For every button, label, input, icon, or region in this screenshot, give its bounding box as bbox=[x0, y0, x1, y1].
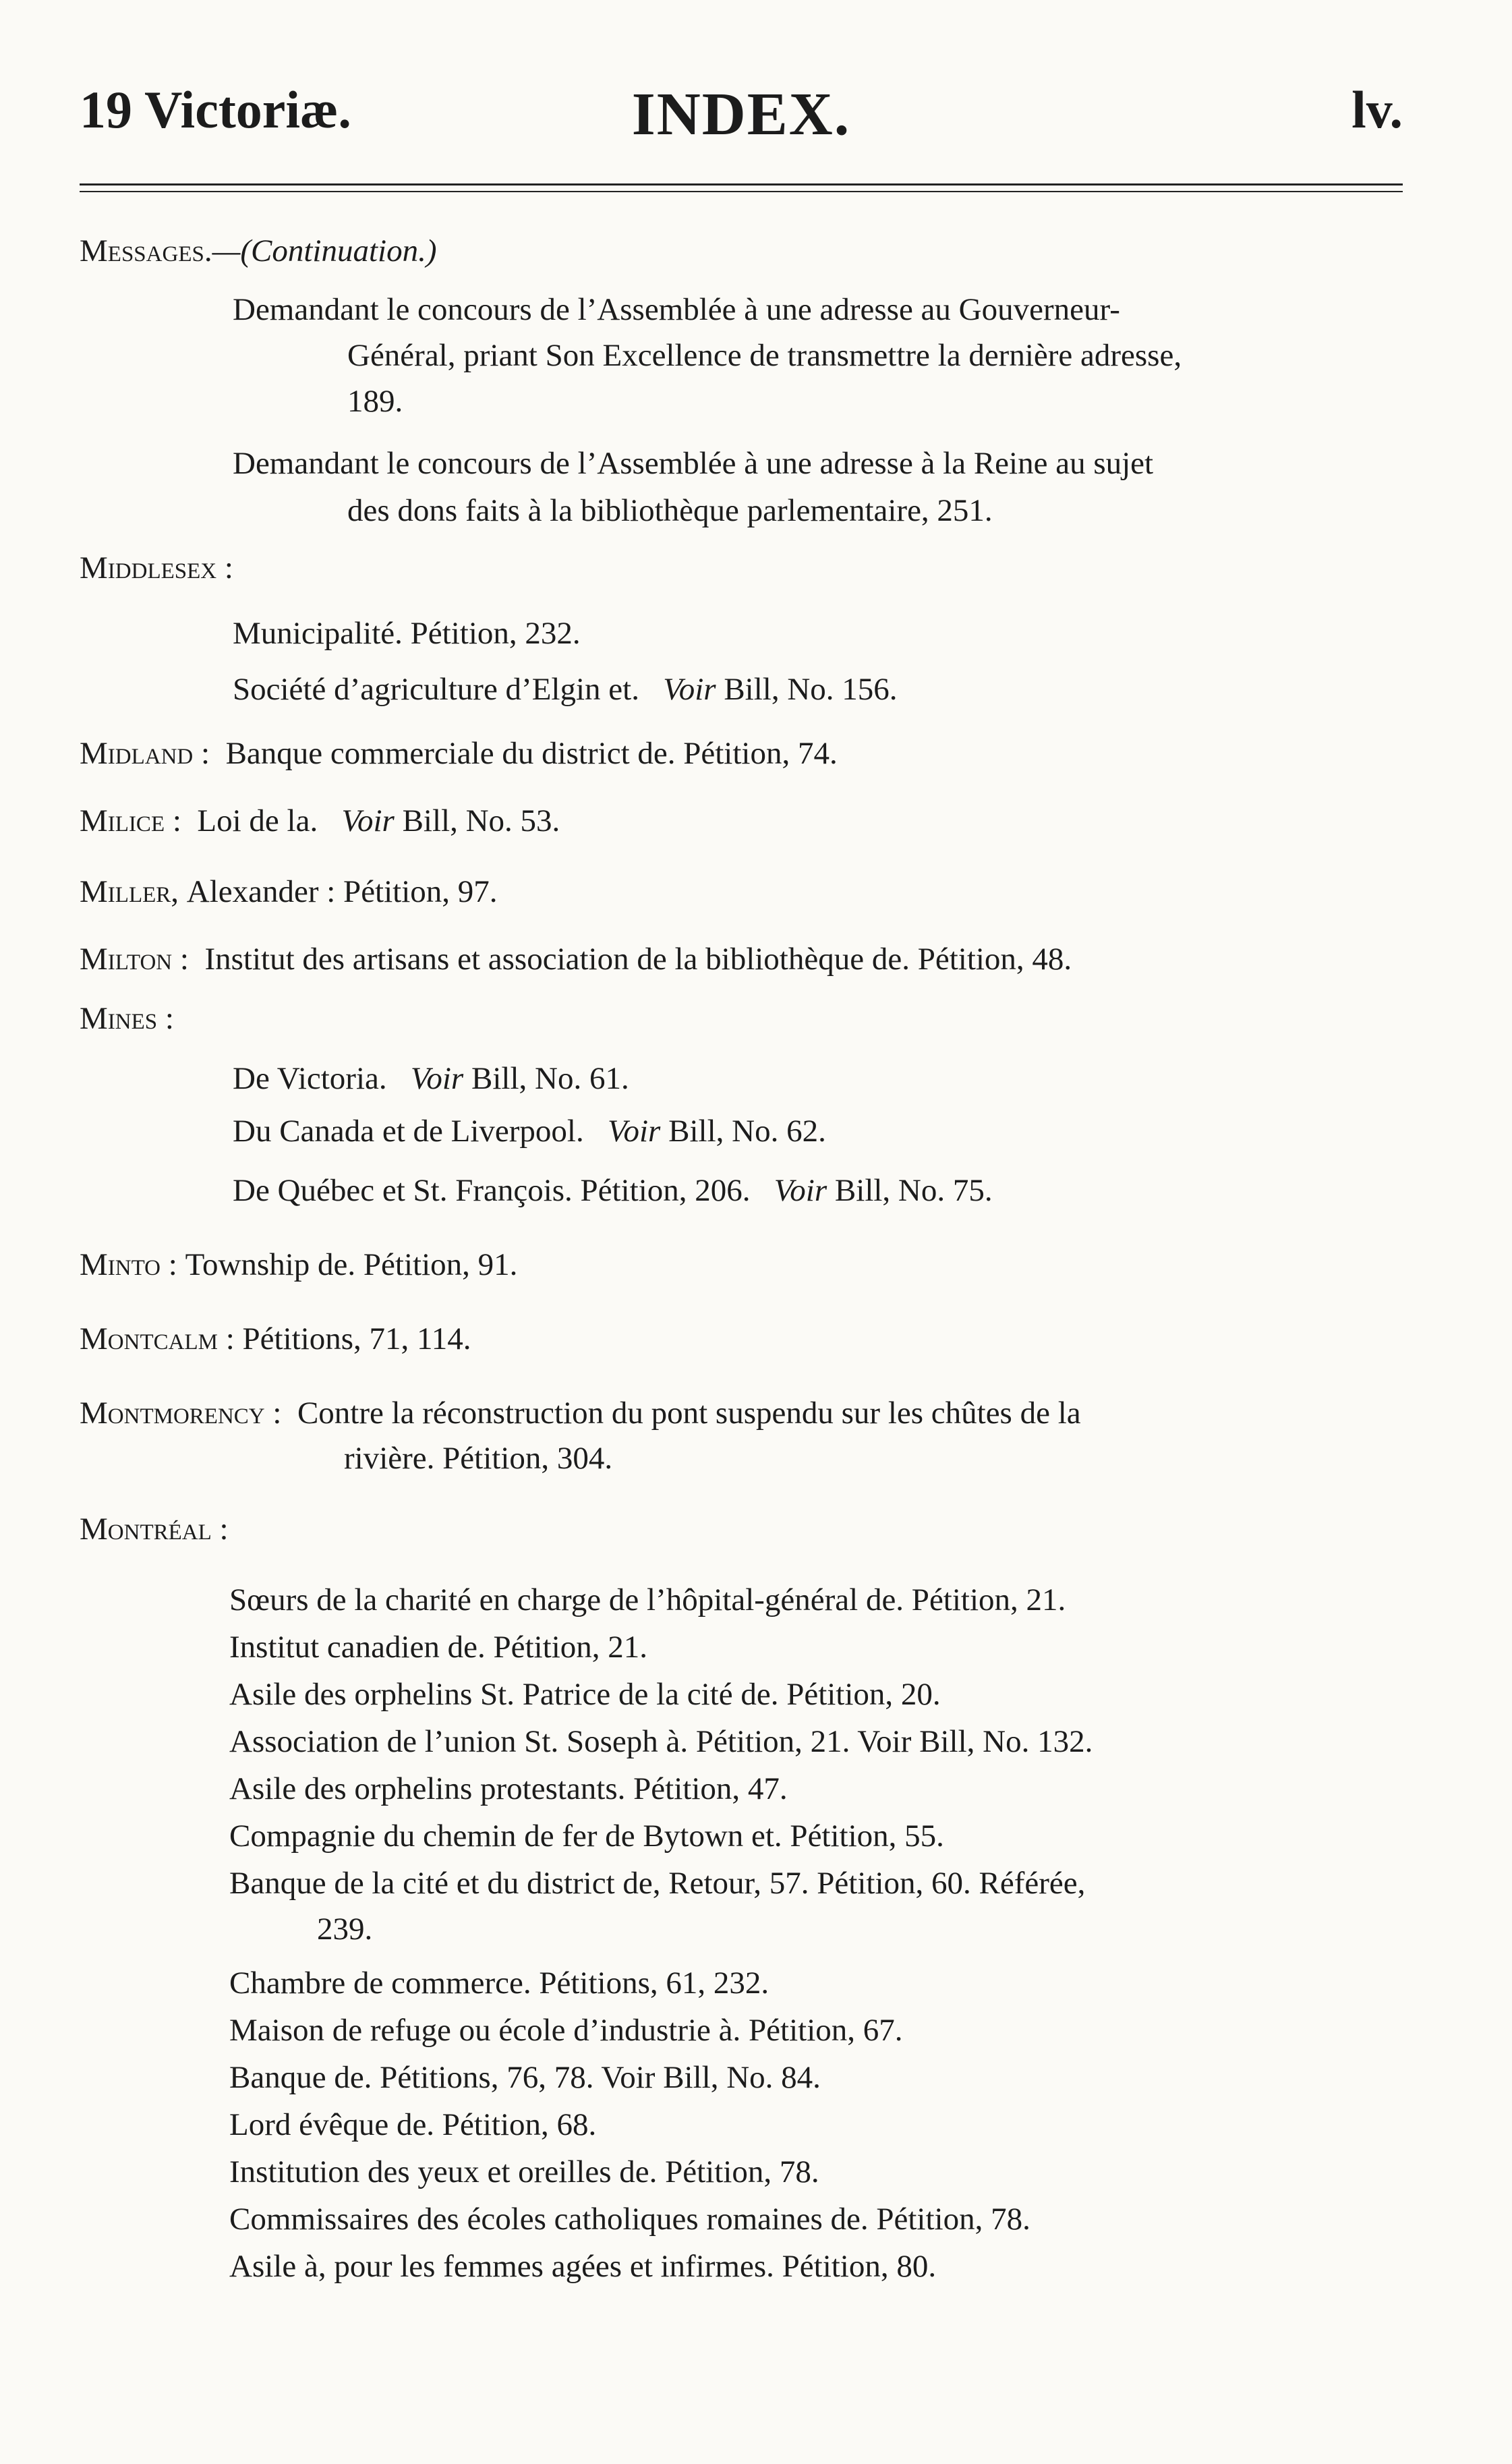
entry-text: De Victoria. bbox=[233, 1061, 387, 1096]
entry-montcalm bbox=[80, 1321, 471, 1357]
header-page-number: lv. bbox=[1351, 80, 1403, 139]
header-title: INDEX. bbox=[631, 81, 851, 148]
entry-line bbox=[233, 1113, 826, 1149]
bill-ref: Bill, No. 53. bbox=[402, 803, 560, 838]
montreal-item: Sœurs de la charité en charge de l’hôpital-général de. Pétition, 21. bbox=[229, 1582, 1066, 1617]
entry-text: Alexander : Pétition, 97. bbox=[186, 874, 498, 909]
page-header bbox=[80, 80, 1403, 154]
bill-ref: Bill, No. 156. bbox=[724, 672, 898, 707]
entry-text: Pétitions, 71, 114. bbox=[242, 1321, 471, 1356]
entry-heading: Messages. bbox=[80, 233, 212, 268]
bill-ref: Bill, No. 61. bbox=[471, 1061, 629, 1096]
entry-text: Township de. Pétition, 91. bbox=[185, 1247, 518, 1282]
entry-line: Demandant le concours de l’Assemblée à une adresse au Gouverneur- bbox=[233, 292, 1120, 327]
entry-middlesex-head: Middlesex : bbox=[80, 550, 233, 585]
montreal-item: Association de l’union St. Soseph à. Pétition, 21. Voir Bill, No. 132. bbox=[229, 1724, 1093, 1759]
montreal-item-cont: 239. bbox=[317, 1912, 373, 1947]
montreal-item: Institution des yeux et oreilles de. Pétition, 78. bbox=[229, 2154, 819, 2189]
entry-text: Institut des artisans et association de la bibliothèque de. Pétition, 48. bbox=[204, 942, 1072, 977]
voir-label: Voir bbox=[663, 672, 716, 707]
montreal-item: Institut canadien de. Pétition, 21. bbox=[229, 1630, 648, 1665]
entry-midland bbox=[80, 735, 838, 772]
entry-line: 189. bbox=[347, 384, 403, 419]
entry-milice bbox=[80, 803, 560, 839]
entry-mines-head: Mines : bbox=[80, 1001, 174, 1036]
header-rule-thin bbox=[80, 191, 1403, 192]
bill-ref: Bill, No. 75. bbox=[834, 1173, 993, 1208]
montreal-item: Asile à, pour les femmes agées et infirmes. Pétition, 80. bbox=[229, 2249, 937, 2284]
voir-label: Voir bbox=[608, 1114, 661, 1149]
montreal-item: Asile des orphelins protestants. Pétition, 47. bbox=[229, 1771, 788, 1806]
entry-minto bbox=[80, 1247, 517, 1283]
entry-text: Contre la réconstruction du pont suspendu sur les chûtes de la bbox=[297, 1396, 1081, 1431]
entry-line: Municipalité. Pétition, 232. bbox=[233, 616, 581, 651]
entry-heading: Minto : bbox=[80, 1247, 177, 1282]
entry-line bbox=[233, 1060, 629, 1097]
entry-line bbox=[233, 1172, 993, 1209]
montreal-item: Maison de refuge ou école d’industrie à. Pétition, 67. bbox=[229, 2013, 903, 2048]
entry-line bbox=[233, 671, 898, 708]
entry-miller bbox=[80, 873, 498, 910]
bill-ref: Bill, No. 62. bbox=[668, 1114, 826, 1149]
montreal-item: Compagnie du chemin de fer de Bytown et. Pétition, 55. bbox=[229, 1818, 944, 1854]
entry-line: Demandant le concours de l’Assemblée à une adresse à la Reine au sujet bbox=[233, 446, 1154, 481]
entry-montreal-head: Montréal : bbox=[80, 1512, 229, 1547]
montreal-item: Lord évêque de. Pétition, 68. bbox=[229, 2107, 597, 2142]
entry-text: Loi de la. bbox=[197, 803, 318, 838]
montreal-item: Banque de la cité et du district de, Retour, 57. Pétition, 60. Référée, bbox=[229, 1866, 1086, 1901]
header-session: 19 Victoriæ. bbox=[80, 80, 351, 139]
entry-line: rivière. Pétition, 304. bbox=[344, 1441, 613, 1476]
entry-heading: Montmorency : bbox=[80, 1396, 282, 1431]
entry-messages-head bbox=[80, 233, 437, 269]
entry-text: Du Canada et de Liverpool. bbox=[233, 1114, 584, 1149]
entry-text: Société d’agriculture d’Elgin et. bbox=[233, 672, 639, 707]
montreal-item: Commissaires des écoles catholiques romaines de. Pétition, 78. bbox=[229, 2202, 1030, 2237]
header-rule bbox=[80, 183, 1403, 185]
entry-milton bbox=[80, 941, 1072, 977]
entry-text: De Québec et St. François. Pétition, 206. bbox=[233, 1173, 751, 1208]
entry-heading: Montcalm : bbox=[80, 1321, 235, 1356]
entry-line: des dons faits à la bibliothèque parlementaire, 251. bbox=[347, 493, 993, 528]
montreal-item: Banque de. Pétitions, 76, 78. Voir Bill, No. 84. bbox=[229, 2060, 821, 2095]
entry-heading: Milice : bbox=[80, 803, 181, 838]
voir-label: Voir bbox=[410, 1061, 464, 1096]
continuation-note: —(Continuation.) bbox=[212, 233, 437, 268]
entry-text: Banque commerciale du district de. Pétition, 74. bbox=[225, 736, 838, 771]
entry-heading: Milton : bbox=[80, 942, 189, 977]
entry-heading: Midland : bbox=[80, 736, 210, 771]
entry-heading: Miller, bbox=[80, 874, 179, 909]
voir-label: Voir bbox=[774, 1173, 827, 1208]
voir-label: Voir bbox=[341, 803, 395, 838]
entry-line: Général, priant Son Excellence de transmettre la dernière adresse, bbox=[347, 338, 1182, 373]
entry-montmorency bbox=[80, 1395, 1081, 1431]
montreal-item: Asile des orphelins St. Patrice de la cité de. Pétition, 20. bbox=[229, 1677, 941, 1712]
montreal-item: Chambre de commerce. Pétitions, 61, 232. bbox=[229, 1966, 769, 2001]
